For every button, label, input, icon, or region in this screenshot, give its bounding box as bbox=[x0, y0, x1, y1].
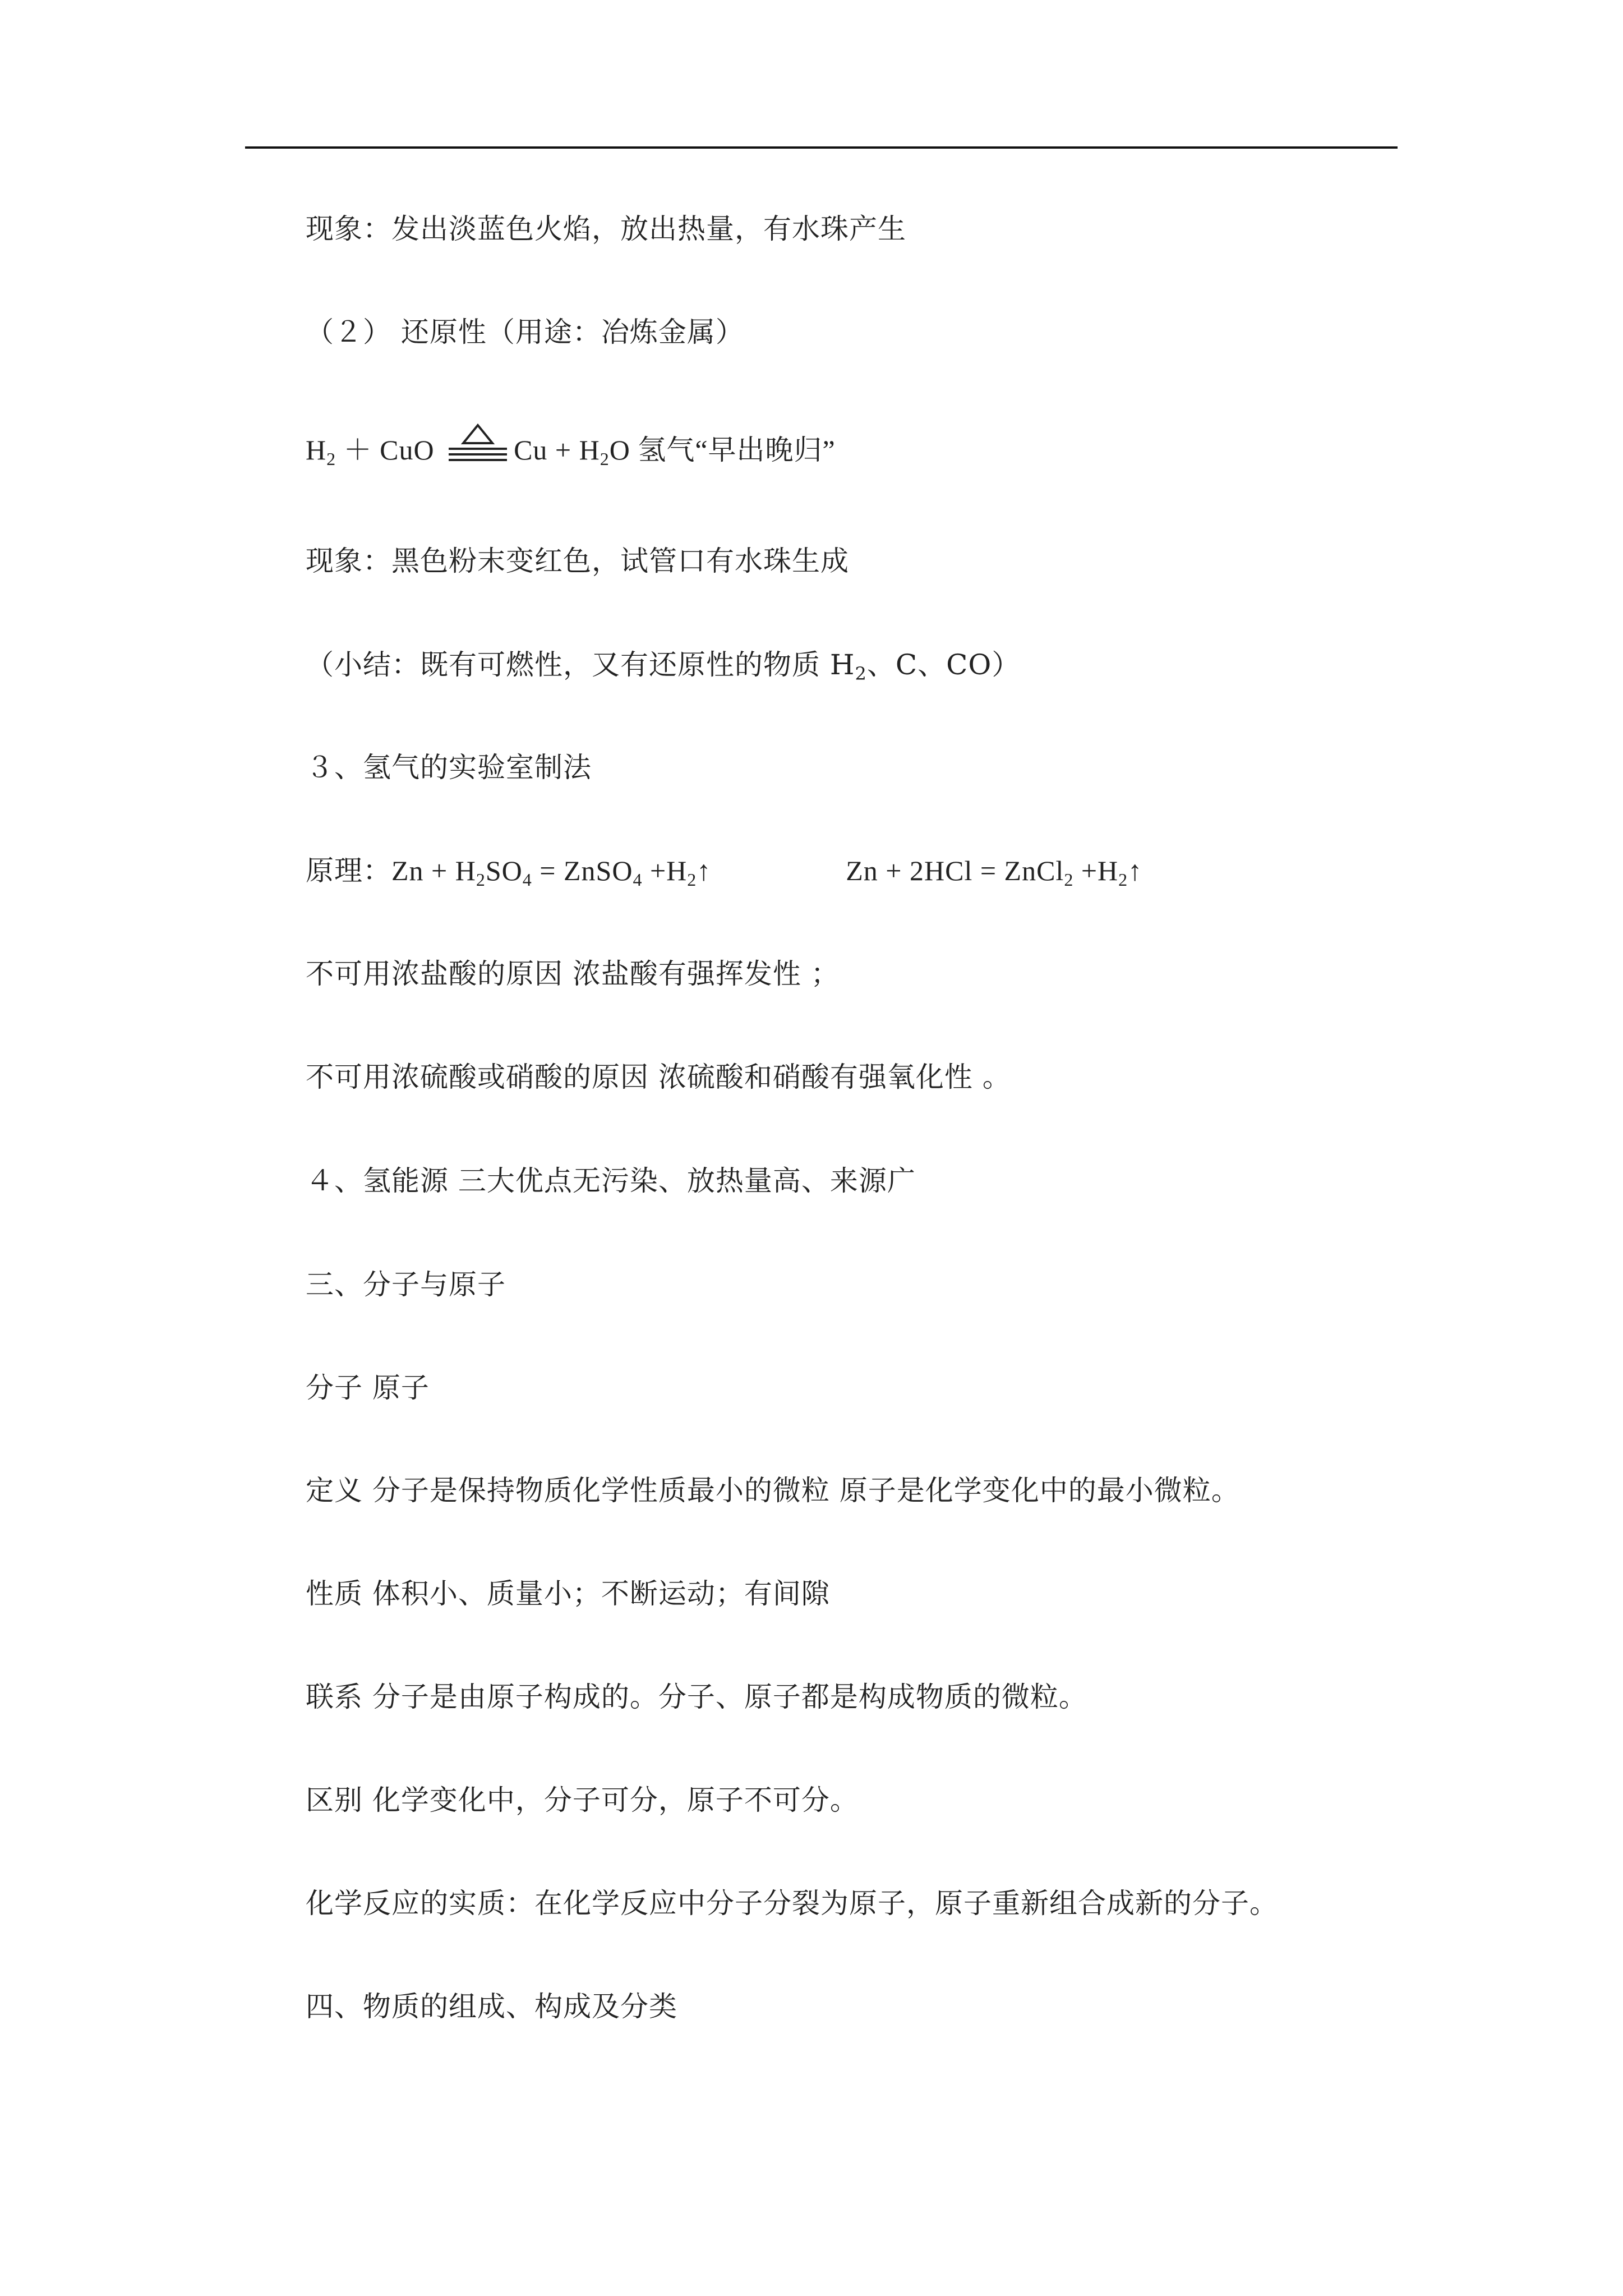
section-heading: 四、物质的组成、构成及分类 bbox=[306, 1990, 677, 2023]
equation-line: 原理：$Zn + H_2SO_4$ = ZnSO$_4$ $+H_2↑$ Zn + 2HCl = ZnCl$_2$ $+H_2↑$ bbox=[306, 855, 1143, 890]
section-heading: 三、分子与原子 bbox=[306, 1268, 506, 1301]
table-row: 定义 分子是保持物质化学性质最小的微粒 原子是化学变化中的最小微粒。 bbox=[306, 1474, 1240, 1507]
section-heading: ４、氢能源 三大优点无污染、放热量高、来源广 bbox=[306, 1165, 916, 1197]
text-line: （小结：既有可燃性，又有还原性的物质 $H_2$、C、CO） bbox=[306, 648, 1021, 684]
table-header: 分子 原子 bbox=[306, 1372, 430, 1404]
section-heading: ３、氢气的实验室制法 bbox=[306, 751, 592, 784]
table-row: 性质 体积小、质量小；不断运动；有间隙 bbox=[306, 1577, 830, 1610]
text-line: 不可用浓盐酸的原因 浓盐酸有强挥发性 ； bbox=[306, 958, 840, 990]
text-line: 现象：黑色粉末变红色，试管口有水珠生成 bbox=[306, 545, 849, 577]
equation-line: $H_2$ ＋ CuO $Cu + H_2O$ 氢气“早出晚归” bbox=[306, 433, 836, 470]
heat-condition-icon bbox=[444, 436, 511, 470]
text-line: （２） 还原性（用途：冶炼金属） bbox=[306, 316, 744, 348]
table-row: 联系 分子是由原子构成的。分子、原子都是构成物质的微粒。 bbox=[306, 1681, 1087, 1713]
header-rule bbox=[245, 146, 1398, 149]
table-row: 区别 化学变化中，分子可分，原子不可分。 bbox=[306, 1784, 859, 1816]
text-line: 现象：发出淡蓝色火焰，放出热量，有水珠产生 bbox=[306, 213, 906, 245]
text-line: 不可用浓硫酸或硝酸的原因 浓硫酸和硝酸有强氧化性 。 bbox=[306, 1061, 1011, 1093]
text-line: 化学反应的实质：在化学反应中分子分裂为原子，原子重新组合成新的分子。 bbox=[306, 1887, 1278, 1920]
